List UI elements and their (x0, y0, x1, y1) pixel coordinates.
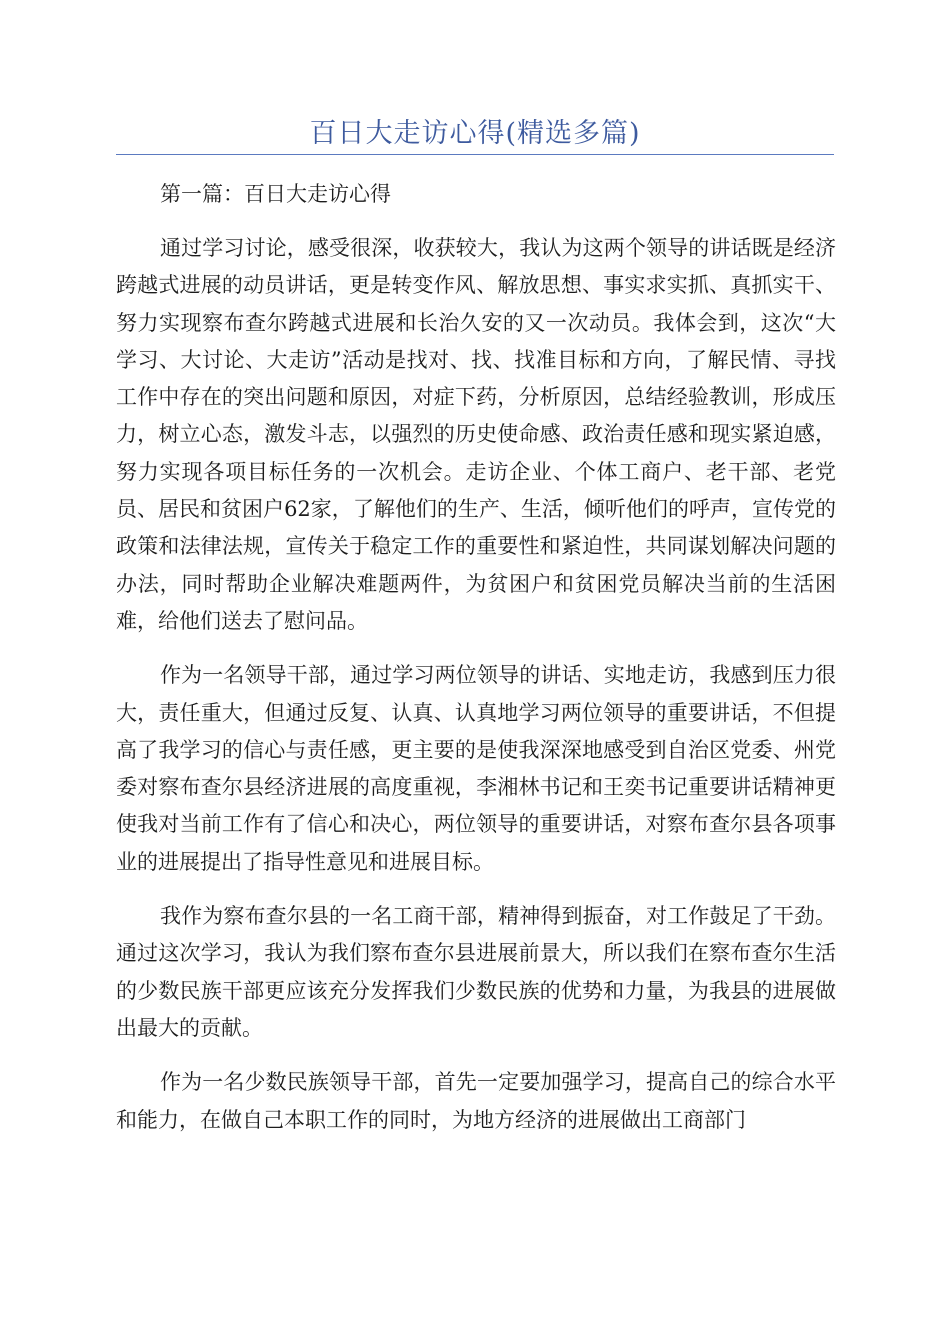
section-heading: 第一篇：百日大走访心得 (160, 182, 391, 206)
paragraph-4: 作为一名少数民族领导干部，首先一定要加强学习，提高自己的综合水平和能力，在做自己本职工作的同时，为地方经济的进展做出工商部门 (116, 1070, 836, 1132)
paragraph-3: 我作为察布查尔县的一名工商干部，精神得到振奋，对工作鼓足了干劲。通过这次学习，我认为我们察布查尔县进展前景大，所以我们在察布查尔生活的少数民族干部更应该充分发挥我们少数民族的优势和力量，为我县的进展做出最大的贡献。 (116, 904, 836, 1040)
paragraph-1: 通过学习讨论，感受很深，收获较大，我认为这两个领导的讲话既是经济跨越式进展的动员讲话，更是转变作风、解放思想、事实求实抓、真抓实干、努力实现察布查尔跨越式进展和长治久安的又一次动员。我体会到，这次“大学习、大讨论、大走访”活动是找对、找、找准目标和方向，了解民情、寻找工作中存在的突出问题和原因，对症下药，分析原因，总结经验教训，形成压力，树立心态，激发斗志，以强烈的历史使命感、政治责任感和现实紧迫感，努力实现各项目标任务的一次机会。走访企业、个体工商户、老干部、老党员、居民和贫困户62家，了解他们的生产、生活，倾听他们的呼声，宣传党的政策和法律法规，宣传关于稳定工作的重要性和紧迫性，共同谋划解决问题的办法，同时帮助企业解决难题两件，为贫困户和贫困党员解决当前的生活困难，给他们送去了慰问品。 (116, 236, 836, 633)
document-title: 百日大走访心得(精选多篇) (309, 118, 641, 149)
paragraph-2: 作为一名领导干部，通过学习两位领导的讲话、实地走访，我感到压力很大，责任重大，但通过反复、认真、认真地学习两位领导的重要讲话，不但提高了我学习的信心与责任感，更主要的是使我深深地感受到自治区党委、州党委对察布查尔县经济进展的高度重视，李湘林书记和王奕书记重要讲话精神更使我对当前工作有了信心和决心，两位领导的重要讲话，对察布查尔县各项事业的进展提出了指导性意见和进展目标。 (116, 663, 836, 874)
title-underline (116, 154, 834, 155)
document-body (116, 176, 836, 1139)
